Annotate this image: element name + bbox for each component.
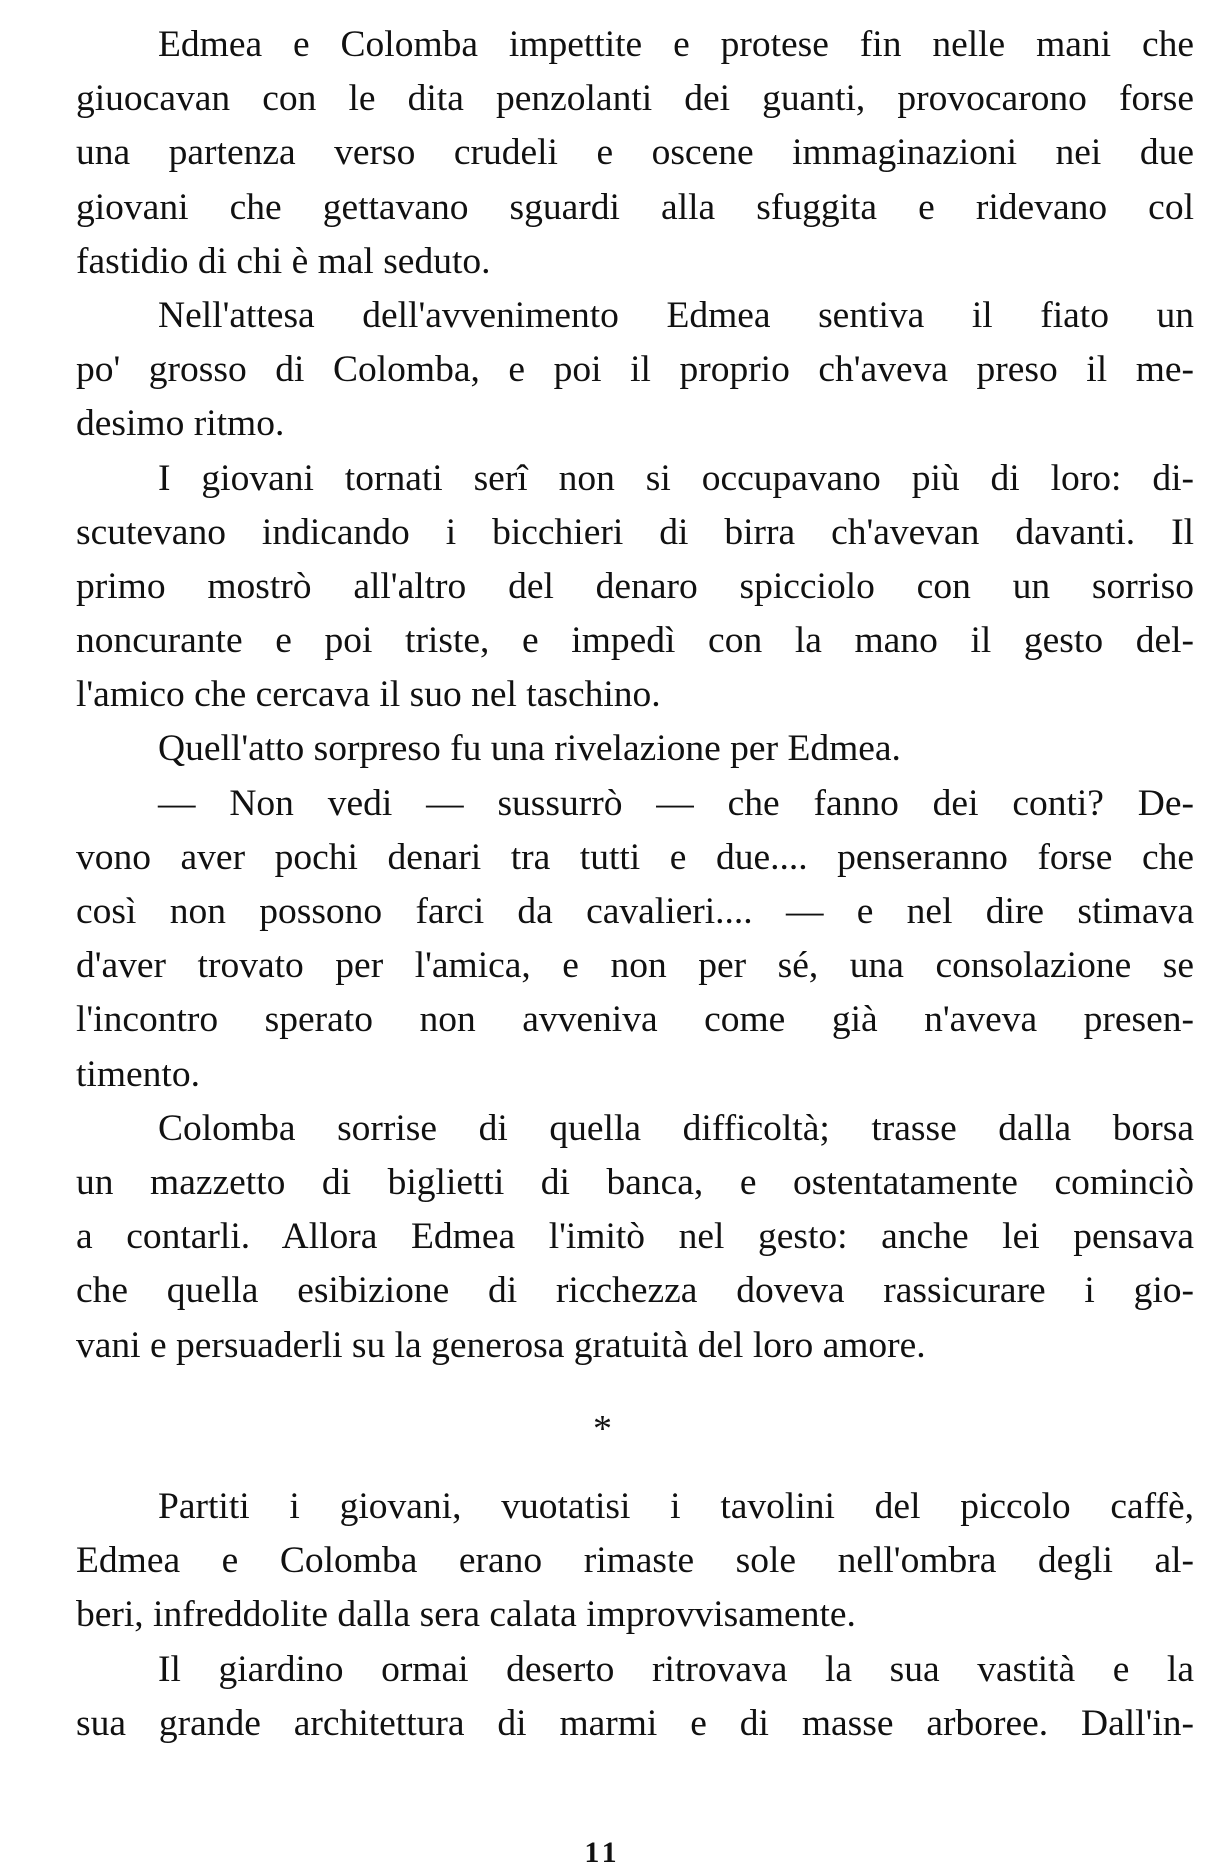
text-line: a contarli. Allora Edmea l'imitò nel gesto: anche lei pensava: [76, 1216, 1194, 1258]
text-line: Edmea e Colomba impettite e protese fin nelle mani che: [158, 24, 1194, 65]
text-line: Colomba sorrise di quella difficoltà; trasse dalla borsa: [158, 1107, 1194, 1149]
text-line: così non possono farci da cavalieri.... — e nel dire stimava: [76, 891, 1194, 932]
text-line: po' grosso di Colomba, e poi il proprio ch'aveva preso il me-: [76, 349, 1194, 391]
text-line: una partenza verso crudeli e oscene immaginazioni nei due: [76, 132, 1194, 174]
text-block-after-break: [76, 1480, 1194, 1751]
page-number: 11: [584, 1836, 621, 1869]
text-line: Quell'atto sorpreso fu una rivelazione per Edmea.: [158, 728, 901, 770]
text-line: giuocavan con le dita penzolanti dei guanti, provocarono forse: [76, 78, 1194, 120]
text-line: giovani che gettavano sguardi alla sfuggita e ridevano col: [76, 186, 1194, 228]
text-line: l'amico che cercava il suo nel taschino.: [76, 674, 661, 716]
text-line: timento.: [76, 1053, 200, 1095]
text-line: vono aver pochi denari tra tutti e due.... penseranno forse che: [76, 836, 1194, 878]
text-line: desimo ritmo.: [76, 403, 285, 445]
text-line: noncurante e poi triste, e impedì con la mano il gesto del-: [76, 620, 1194, 662]
text-line: vani e persuaderli su la generosa gratuità del loro amore.: [76, 1324, 926, 1366]
text-line: I giovani tornati serî non si occupavano più di loro: di-: [158, 457, 1194, 499]
text-line: primo mostrò all'altro del denaro spicciolo con un sorriso: [76, 565, 1194, 607]
text-line: fastidio di chi è mal seduto.: [76, 240, 491, 282]
text-line: beri, infreddolite dalla sera calata improvvisamente.: [76, 1594, 856, 1636]
text-line: un mazzetto di biglietti di banca, e ostentatamente cominciò: [76, 1161, 1194, 1203]
text-line: Nell'attesa dell'avvenimento Edmea sentiva il fiato un: [158, 294, 1194, 336]
text-line: Il giardino ormai deserto ritrovava la sua vastità e la: [158, 1648, 1194, 1690]
text-line: — Non vedi — sussurrò — che fanno dei conti? De-: [158, 782, 1194, 824]
section-break-asterisk: *: [593, 1408, 612, 1450]
text-line: d'aver trovato per l'amica, e non per sé, una consolazione se: [76, 945, 1194, 987]
text-line: l'incontro sperato non avveniva come già n'aveva presen-: [76, 999, 1194, 1041]
text-line: Partiti i giovani, vuotatisi i tavolini del piccolo caffè,: [158, 1486, 1194, 1527]
text-line: scutevano indicando i bicchieri di birra ch'avevan davanti. Il: [76, 511, 1194, 553]
text-line: sua grande architettura di marmi e di masse arboree. Dall'in-: [76, 1702, 1194, 1744]
text-line: Edmea e Colomba erano rimaste sole nell'ombra degli al-: [76, 1540, 1194, 1582]
text-line: che quella esibizione di ricchezza doveva rassicurare i gio-: [76, 1270, 1194, 1312]
text-block-before-break: [76, 18, 1194, 1373]
